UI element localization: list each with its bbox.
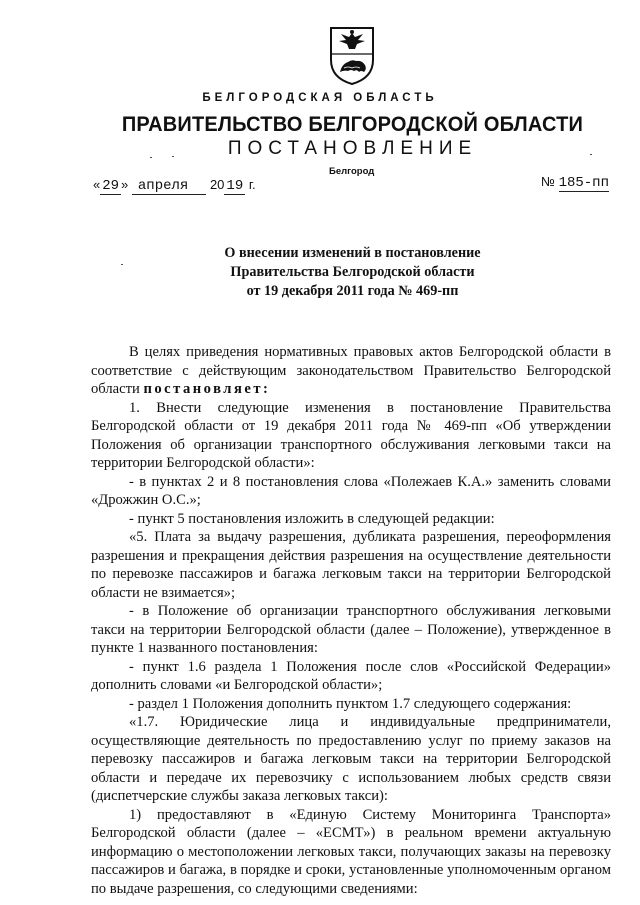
paragraph-9: 1) предоставляют в «Единую Систему Мониторинга Транспорта» Белгородской области (далее – «ЕСМТ») в реальном времени актуальную информацию о местоположении легковых такси, получающих заказы на перевозку пассажиров и багажа, в порядке и сроки, установленные уполномоченным органом по выдаче разрешения, со следующими сведениями: — [91, 806, 611, 897]
document-date — [93, 177, 256, 194]
document-number — [541, 174, 609, 191]
paragraph-6: - пункт 1.6 раздела 1 Положения после слов «Российской Федерации» дополнить словами «и Белгородской области»; — [91, 658, 611, 693]
date-year-prefix: 20 — [209, 177, 225, 192]
document-type: ПОСТАНОВЛЕНИЕ — [227, 138, 478, 159]
date-month: апреля — [132, 178, 206, 195]
paragraph-preamble — [91, 343, 611, 399]
title-line-1: О внесении изменений в постановление — [224, 245, 481, 261]
scan-speck — [150, 157, 152, 158]
paragraph-5: - в Положение об организации транспортного обслуживания легковыми такси на территории Белгородской области (далее – Положение), утвержденное в пункте 1 названного постановления: — [91, 603, 611, 656]
coat-of-arms-emblem — [327, 24, 377, 86]
region-name: БЕЛГОРОДСКАЯ ОБЛАСТЬ — [202, 92, 438, 104]
document-title — [0, 244, 640, 301]
resolves-word: постановляет: — [143, 381, 271, 397]
paragraph-1: 1. Внести следующие изменения в постановление Правительства Белгородской области от 19 декабря 2011 года № 469-пп «Об утверждении Положения об организации транспортного обслуживания легковыми такси на территории Белгородской области»: — [91, 399, 611, 471]
title-line-3: от 19 декабря 2011 года № 469-пп — [246, 283, 459, 299]
title-line-2: Правительства Белгородской области — [230, 264, 475, 280]
date-year-suffix: 19 — [226, 178, 244, 194]
number-sign: № — [541, 174, 555, 189]
paragraph-3: - пункт 5 постановления изложить в следующей редакции: — [129, 510, 495, 527]
number-value: 185-пп — [558, 175, 609, 191]
city-name: Белгород — [329, 166, 375, 177]
date-open-quote: « — [93, 177, 101, 192]
government-name: ПРАВИТЕЛЬСТВО БЕЛГОРОДСКОЙ ОБЛАСТИ — [121, 112, 584, 136]
scan-speck — [590, 154, 592, 155]
paragraph-2: - в пунктах 2 и 8 постановления слова «Полежаев К.А.» заменить словами «Дрожжин О.С.»; — [91, 473, 611, 508]
paragraph-7: - раздел 1 Положения дополнить пунктом 1.7 следующего содержания: — [129, 695, 572, 712]
scan-speck — [172, 156, 174, 157]
date-year-abbr: г. — [248, 177, 256, 192]
date-close-quote: » — [121, 177, 129, 192]
document-body — [91, 343, 611, 898]
paragraph-4: «5. Плата за выдачу разрешения, дубликата разрешения, переоформления разрешения и прекращения действия разрешения на осуществление деятельности по перевозке пассажиров и багажа легковым такси на территории Белгородской области не взимается»; — [91, 529, 611, 601]
preamble-text: В целях приведения нормативных правовых актов Белгородской области в соответствие с действующим законодательством Правительство Белгородской области — [91, 344, 611, 397]
scan-speck — [121, 264, 123, 265]
paragraph-8: «1.7. Юридические лица и индивидуальные предприниматели, осуществляющие деятельность по предоставлению услуг по приему заказов на перевозку пассажиров и багажа легковым такси на территории Белгородской области и передаче их перевозчику с использованием любых средств связи (диспетчерские службы заказа легковых такси): — [91, 714, 611, 804]
date-day: 29 — [102, 178, 120, 194]
